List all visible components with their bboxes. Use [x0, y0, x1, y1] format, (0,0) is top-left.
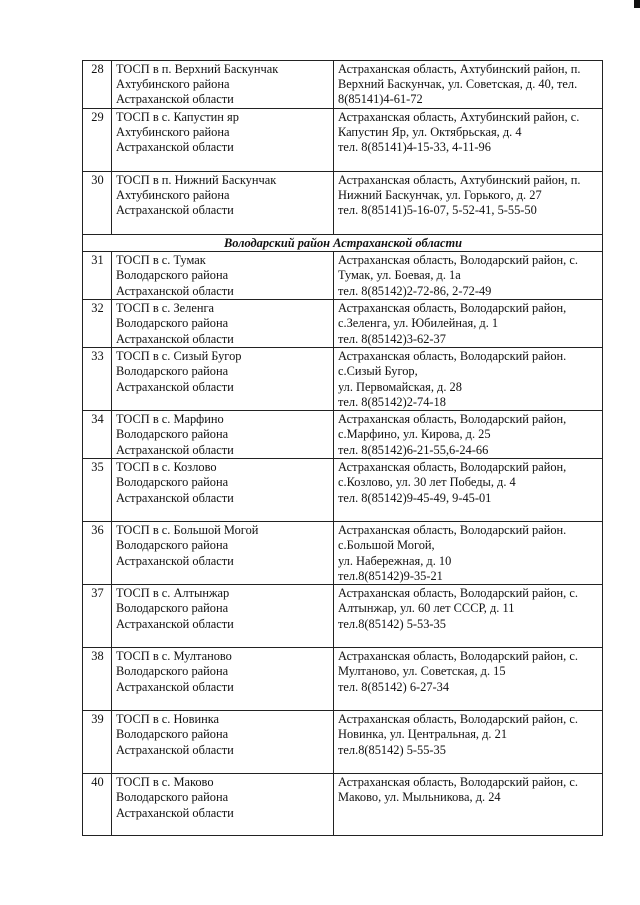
row-number: 37 [83, 585, 112, 648]
table-row [83, 774, 603, 836]
row-number: 32 [83, 300, 112, 348]
office-name: ТОСП в с. Маково Володарского района Астраханской области [112, 774, 334, 836]
table-row [83, 411, 603, 459]
table-row [83, 172, 603, 235]
office-address: Астраханская область, Володарский район, с. Алтынжар, ул. 60 лет СССР, д. 11 тел.8(85142) 5-53-35 [334, 585, 603, 648]
office-name: ТОСП в п. Верхний Баскунчак Ахтубинского района Астраханской области [112, 61, 334, 109]
office-name: ТОСП в с. Мултаново Володарского района Астраханской области [112, 648, 334, 711]
office-address: Астраханская область, Володарский район, с.Зеленга, ул. Юбилейная, д. 1 тел. 8(85142)3-62-37 [334, 300, 603, 348]
office-address: Астраханская область, Володарский район, с.Козлово, ул. 30 лет Победы, д. 4 тел. 8(85142)9-45-49, 9-45-01 [334, 459, 603, 522]
row-number: 39 [83, 711, 112, 774]
section-header-row [83, 235, 603, 252]
table-row [83, 459, 603, 522]
office-address: Астраханская область, Ахтубинский район, п. Верхний Баскунчак, ул. Советская, д. 40, тел. 8(85141)4-61-72 [334, 61, 603, 109]
row-number: 38 [83, 648, 112, 711]
office-name: ТОСП в п. Нижний Баскунчак Ахтубинского района Астраханской области [112, 172, 334, 235]
office-address: Астраханская область, Володарский район, с. Мултаново, ул. Советская, д. 15 тел. 8(85142) 6-27-34 [334, 648, 603, 711]
table-row [83, 300, 603, 348]
office-address: Астраханская область, Володарский район. с.Большой Могой, ул. Набережная, д. 10 тел.8(85142)9-35-21 [334, 522, 603, 585]
office-address: Астраханская область, Володарский район, с. Новинка, ул. Центральная, д. 21 тел.8(85142) 5-55-35 [334, 711, 603, 774]
row-number: 29 [83, 109, 112, 172]
office-address: Астраханская область, Володарский район. с.Сизый Бугор, ул. Первомайская, д. 28 тел. 8(85142)2-74-18 [334, 348, 603, 411]
office-name: ТОСП в с. Большой Могой Володарского района Астраханской области [112, 522, 334, 585]
office-address: Астраханская область, Володарский район, с.Марфино, ул. Кирова, д. 25 тел. 8(85142)6-21-55,6-24-66 [334, 411, 603, 459]
row-number: 36 [83, 522, 112, 585]
office-name: ТОСП в с. Сизый Бугор Володарского района Астраханской области [112, 348, 334, 411]
table-row [83, 522, 603, 585]
office-address: Астраханская область, Володарский район, с. Маково, ул. Мыльникова, д. 24 [334, 774, 603, 836]
row-number: 28 [83, 61, 112, 109]
office-name: ТОСП в с. Алтынжар Володарского района Астраханской области [112, 585, 334, 648]
office-name: ТОСП в с. Марфино Володарского района Астраханской области [112, 411, 334, 459]
table-row [83, 585, 603, 648]
row-number: 33 [83, 348, 112, 411]
office-address: Астраханская область, Ахтубинский район, п. Нижний Баскунчак, ул. Горького, д. 27 тел. 8(85141)5-16-07, 5-52-41, 5-55-50 [334, 172, 603, 235]
office-name: ТОСП в с. Козлово Володарского района Астраханской области [112, 459, 334, 522]
row-number: 30 [83, 172, 112, 235]
section-title: Володарский район Астраханской области [83, 235, 603, 252]
table-row [83, 252, 603, 300]
office-name: ТОСП в с. Тумак Володарского района Астраханской области [112, 252, 334, 300]
row-number: 35 [83, 459, 112, 522]
office-name: ТОСП в с. Новинка Володарского района Астраханской области [112, 711, 334, 774]
row-number: 34 [83, 411, 112, 459]
table-row [83, 61, 603, 109]
table-row [83, 348, 603, 411]
table-row [83, 711, 603, 774]
office-name: ТОСП в с. Капустин яр Ахтубинского района Астраханской области [112, 109, 334, 172]
row-number: 31 [83, 252, 112, 300]
office-name: ТОСП в с. Зеленга Володарского района Астраханской области [112, 300, 334, 348]
office-address: Астраханская область, Володарский район, с. Тумак, ул. Боевая, д. 1а тел. 8(85142)2-72-86, 2-72-49 [334, 252, 603, 300]
table-row [83, 109, 603, 172]
office-address: Астраханская область, Ахтубинский район, с. Капустин Яр, ул. Октябрьская, д. 4 тел. 8(85141)4-15-33, 4-11-96 [334, 109, 603, 172]
offices-table [82, 60, 603, 836]
offices-table-body [83, 61, 603, 836]
table-row [83, 648, 603, 711]
scan-edge-mark [634, 0, 640, 8]
row-number: 40 [83, 774, 112, 836]
